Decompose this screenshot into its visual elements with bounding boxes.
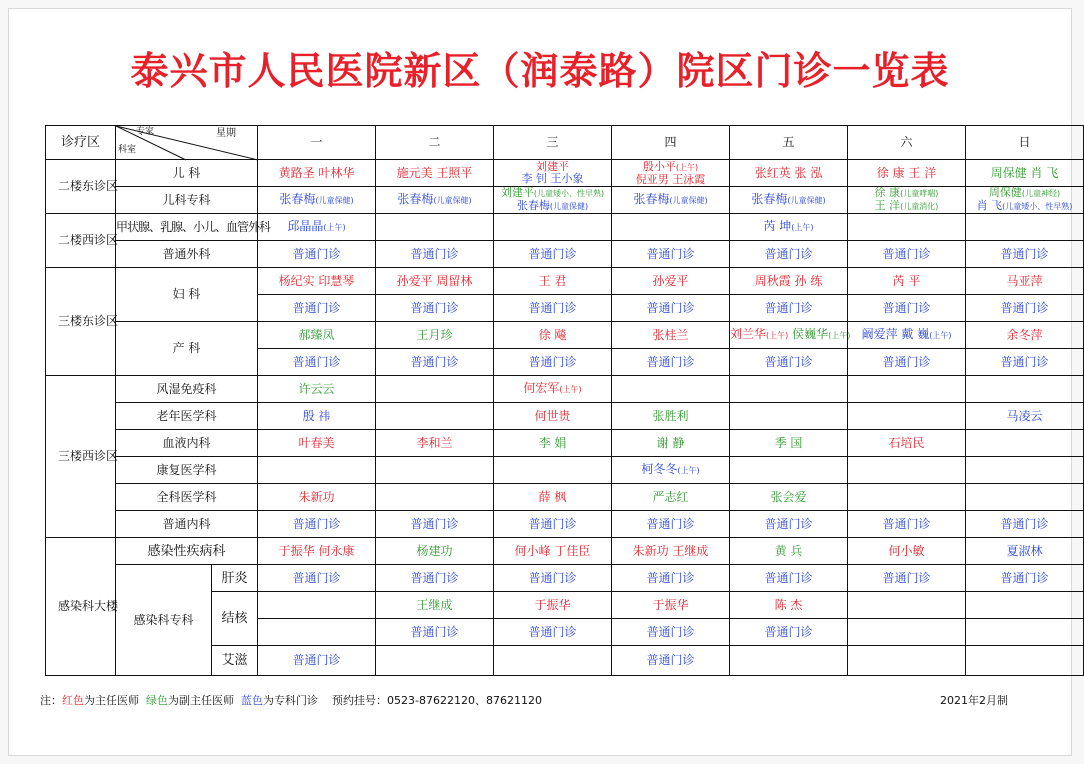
schedule-cell: 陈 杰 [730,592,848,619]
schedule-cell: 普通门诊 [966,295,1084,322]
schedule-cell: 普通门诊 [494,565,612,592]
schedule-cell [376,376,494,403]
schedule-cell [966,430,1084,457]
schedule-cell [730,403,848,430]
schedule-cell: 王月珍 [376,322,494,349]
dept-cell: 普通内科 [116,511,258,538]
subdept-cell: 结核 [212,592,258,646]
day-header-6: 六 [848,126,966,160]
schedule-cell: 张春梅(儿童保健) [258,187,376,214]
dept-cell: 风湿免疫科 [116,376,258,403]
schedule-cell [612,160,730,187]
schedule-cell: 普通门诊 [376,241,494,268]
schedule-cell: 王 君 [494,268,612,295]
schedule-cell: 普通门诊 [258,511,376,538]
schedule-cell: 黄 兵 [730,538,848,565]
schedule-cell: 芮 平 [848,268,966,295]
doctor-name: 刘建平 [536,160,570,173]
legend-blue-label: 蓝色 [241,694,263,707]
schedule-cell: 张桂兰 [612,322,730,349]
schedule-cell: 郝臻凤 [258,322,376,349]
schedule-cell: 张春梅(儿童保健) [376,187,494,214]
schedule-cell [966,376,1084,403]
schedule-cell: 普通门诊 [612,241,730,268]
table-row [46,565,1084,592]
schedule-cell: 普通门诊 [494,241,612,268]
schedule-cell: 刘兰华(上午) 侯巍华(上午) [730,322,848,349]
schedule-cell: 普通门诊 [730,241,848,268]
dept-cell: 全科医学科 [116,484,258,511]
schedule-cell [848,592,966,619]
schedule-cell [376,457,494,484]
table-row [46,241,1084,268]
schedule-cell: 谢 静 [612,430,730,457]
schedule-cell: 普通门诊 [376,619,494,646]
dept-cell: 普通外科 [116,241,258,268]
dept-cell: 儿科专科 [116,187,258,214]
schedule-cell [258,619,376,646]
schedule-cell: 普通门诊 [258,241,376,268]
schedule-cell: 张春梅(儿童保健) [612,187,730,214]
schedule-cell: 普通门诊 [966,565,1084,592]
schedule-cell: 朱新功 王继成 [612,538,730,565]
schedule-cell: 刘建平(儿童矮小、性早熟) 张春梅(儿童保健) [494,187,612,214]
dept-cell: 感染科专科 [116,565,212,676]
schedule-cell: 普通门诊 [730,619,848,646]
schedule-cell [494,457,612,484]
schedule-cell: 邱晶晶(上午) [258,214,376,241]
table-row [46,322,1084,349]
schedule-cell: 阚爱萍 戴 巍(上午) [848,322,966,349]
schedule-cell: 普通门诊 [612,565,730,592]
schedule-cell: 普通门诊 [494,349,612,376]
dept-cell: 儿 科 [116,160,258,187]
day-header-3: 三 [494,126,612,160]
schedule-cell [258,592,376,619]
issue-date: 2021年2月制 [940,694,1008,707]
schedule-cell: 徐 飚 [494,322,612,349]
schedule-cell: 石培民 [848,430,966,457]
dept-cell: 血液内科 [116,430,258,457]
schedule-cell: 许云云 [258,376,376,403]
schedule-table [45,125,1084,676]
schedule-cell [612,376,730,403]
table-row [46,538,1084,565]
schedule-cell [376,403,494,430]
schedule-cell: 杨纪实 印慧琴 [258,268,376,295]
schedule-cell: 张春梅(儿童保健) [730,187,848,214]
schedule-cell: 普通门诊 [966,349,1084,376]
schedule-cell [494,646,612,676]
schedule-cell: 朱新功 [258,484,376,511]
schedule-cell: 普通门诊 [258,295,376,322]
schedule-cell [848,619,966,646]
legend-red-label: 红色 [62,694,84,707]
schedule-cell [376,214,494,241]
schedule-cell: 柯冬冬(上午) [612,457,730,484]
dept-cell: 妇 科 [116,268,258,322]
schedule-cell: 马凌云 [966,403,1084,430]
day-header-1: 一 [258,126,376,160]
schedule-cell: 施元美 王照平 [376,160,494,187]
schedule-cell: 普通门诊 [258,349,376,376]
schedule-cell: 何小峰 丁佳臣 [494,538,612,565]
schedule-cell: 普通门诊 [612,646,730,676]
schedule-cell: 周保健(儿童神经) 肖 飞(儿童矮小、性早熟) [966,187,1084,214]
schedule-cell [848,376,966,403]
schedule-cell: 徐 康 王 洋 [848,160,966,187]
dept-cell: 产 科 [116,322,258,376]
schedule-cell: 李 娟 [494,430,612,457]
schedule-cell: 普通门诊 [848,511,966,538]
doctor-name: 殷小平(上午) [642,159,699,173]
schedule-cell: 普通门诊 [612,295,730,322]
appointment-phone: 预约挂号：0523-87622120、87621120 [332,694,542,707]
schedule-cell: 叶春美 [258,430,376,457]
schedule-cell: 普通门诊 [730,511,848,538]
schedule-cell: 季 国 [730,430,848,457]
area-cell: 二楼东诊区 [46,160,116,214]
schedule-cell: 普通门诊 [376,295,494,322]
schedule-cell [730,646,848,676]
schedule-cell: 周秋霞 孙 练 [730,268,848,295]
schedule-cell: 普通门诊 [730,295,848,322]
schedule-cell: 于振华 何永康 [258,538,376,565]
schedule-cell: 普通门诊 [612,349,730,376]
schedule-cell: 杨建功 [376,538,494,565]
schedule-cell: 徐 康(儿童哮喘) 王 洋(儿童消化) [848,187,966,214]
table-row [46,403,1084,430]
corner-weekday-label: 星期 [216,128,236,139]
schedule-cell: 普通门诊 [494,619,612,646]
schedule-cell: 薛 枫 [494,484,612,511]
schedule-cell [376,484,494,511]
schedule-cell: 普通门诊 [258,646,376,676]
schedule-cell: 普通门诊 [848,295,966,322]
corner-expert-label: 专家 [136,127,155,137]
schedule-cell [376,646,494,676]
area-cell: 二楼西诊区 [46,214,116,268]
schedule-cell: 殷 祎 [258,403,376,430]
schedule-cell: 孙爱平 [612,268,730,295]
page-title: 泰兴市人民医院新区（润泰路）院区门诊一览表 [130,49,950,93]
schedule-cell [848,646,966,676]
schedule-cell: 普通门诊 [612,511,730,538]
schedule-cell: 普通门诊 [376,511,494,538]
schedule-cell [966,646,1084,676]
schedule-cell: 芮 坤(上午) [730,214,848,241]
schedule-cell: 黄路圣 叶林华 [258,160,376,187]
day-header-5: 五 [730,126,848,160]
schedule-cell: 于振华 [494,592,612,619]
schedule-cell: 普通门诊 [258,565,376,592]
table-row [46,511,1084,538]
legend-note: 注：红色为主任医师 绿色为副主任医师 蓝色为专科门诊 预约挂号：0523-87622120、87621120 [40,694,542,707]
area-cell: 感染科大楼 [46,538,116,676]
table-row [46,376,1084,403]
schedule-cell [966,457,1084,484]
table-row [46,187,1084,214]
doctor-name: 倪亚男 王泳霞 [635,172,706,186]
schedule-cell: 普通门诊 [966,241,1084,268]
schedule-cell: 李和兰 [376,430,494,457]
schedule-cell: 普通门诊 [494,511,612,538]
schedule-cell: 普通门诊 [494,295,612,322]
corner-dept-label: 科室 [118,145,137,155]
schedule-cell [848,403,966,430]
schedule-cell [730,457,848,484]
schedule-cell [966,484,1084,511]
schedule-cell: 夏淑林 [966,538,1084,565]
schedule-cell: 普通门诊 [966,511,1084,538]
schedule-cell: 严志红 [612,484,730,511]
table-row [46,268,1084,295]
doctor-name: 李 钊 王小象 [521,172,584,185]
schedule-cell: 马亚萍 [966,268,1084,295]
schedule-cell [258,457,376,484]
schedule-cell: 普通门诊 [848,349,966,376]
dept-cell: 康复医学科 [116,457,258,484]
table-row [46,430,1084,457]
schedule-cell: 何小敏 [848,538,966,565]
area-cell: 三楼西诊区 [46,376,116,538]
table-row [46,457,1084,484]
schedule-cell: 张胜利 [612,403,730,430]
schedule-cell: 张红英 张 泓 [730,160,848,187]
day-header-2: 二 [376,126,494,160]
schedule-cell [494,160,612,187]
schedule-cell: 余冬萍 [966,322,1084,349]
schedule-cell [848,457,966,484]
schedule-cell: 普通门诊 [376,565,494,592]
schedule-cell: 张会爱 [730,484,848,511]
schedule-cell: 普通门诊 [848,241,966,268]
dept-cell: 老年医学科 [116,403,258,430]
schedule-cell: 于振华 [612,592,730,619]
schedule-cell [730,376,848,403]
schedule-cell [494,214,612,241]
schedule-cell: 普通门诊 [730,565,848,592]
area-header: 诊疗区 [46,126,116,160]
schedule-cell [966,214,1084,241]
table-row [46,160,1084,187]
schedule-cell: 孙爱平 周留林 [376,268,494,295]
subdept-cell: 肝炎 [212,565,258,592]
schedule-cell [966,592,1084,619]
table-row [46,484,1084,511]
dept-cell: 感染性疾病科 [116,538,258,565]
schedule-cell: 普通门诊 [848,565,966,592]
schedule-cell [848,214,966,241]
day-header-4: 四 [612,126,730,160]
schedule-cell [966,619,1084,646]
schedule-cell: 王继成 [376,592,494,619]
table-row [46,214,1084,241]
area-cell: 三楼东诊区 [46,268,116,376]
subdept-cell: 艾滋 [212,646,258,676]
schedule-cell: 普通门诊 [612,619,730,646]
schedule-cell: 周保健 肖 飞 [966,160,1084,187]
legend-green-label: 绿色 [146,694,168,707]
schedule-cell: 何宏军(上午) [494,376,612,403]
schedule-cell: 何世贵 [494,403,612,430]
corner-header [116,126,258,160]
schedule-cell: 普通门诊 [376,349,494,376]
schedule-cell: 普通门诊 [730,349,848,376]
schedule-cell [848,484,966,511]
dept-cell: 甲状腺、乳腺、小儿、血管外科 [116,214,258,241]
schedule-cell [612,214,730,241]
day-header-7: 日 [966,126,1084,160]
